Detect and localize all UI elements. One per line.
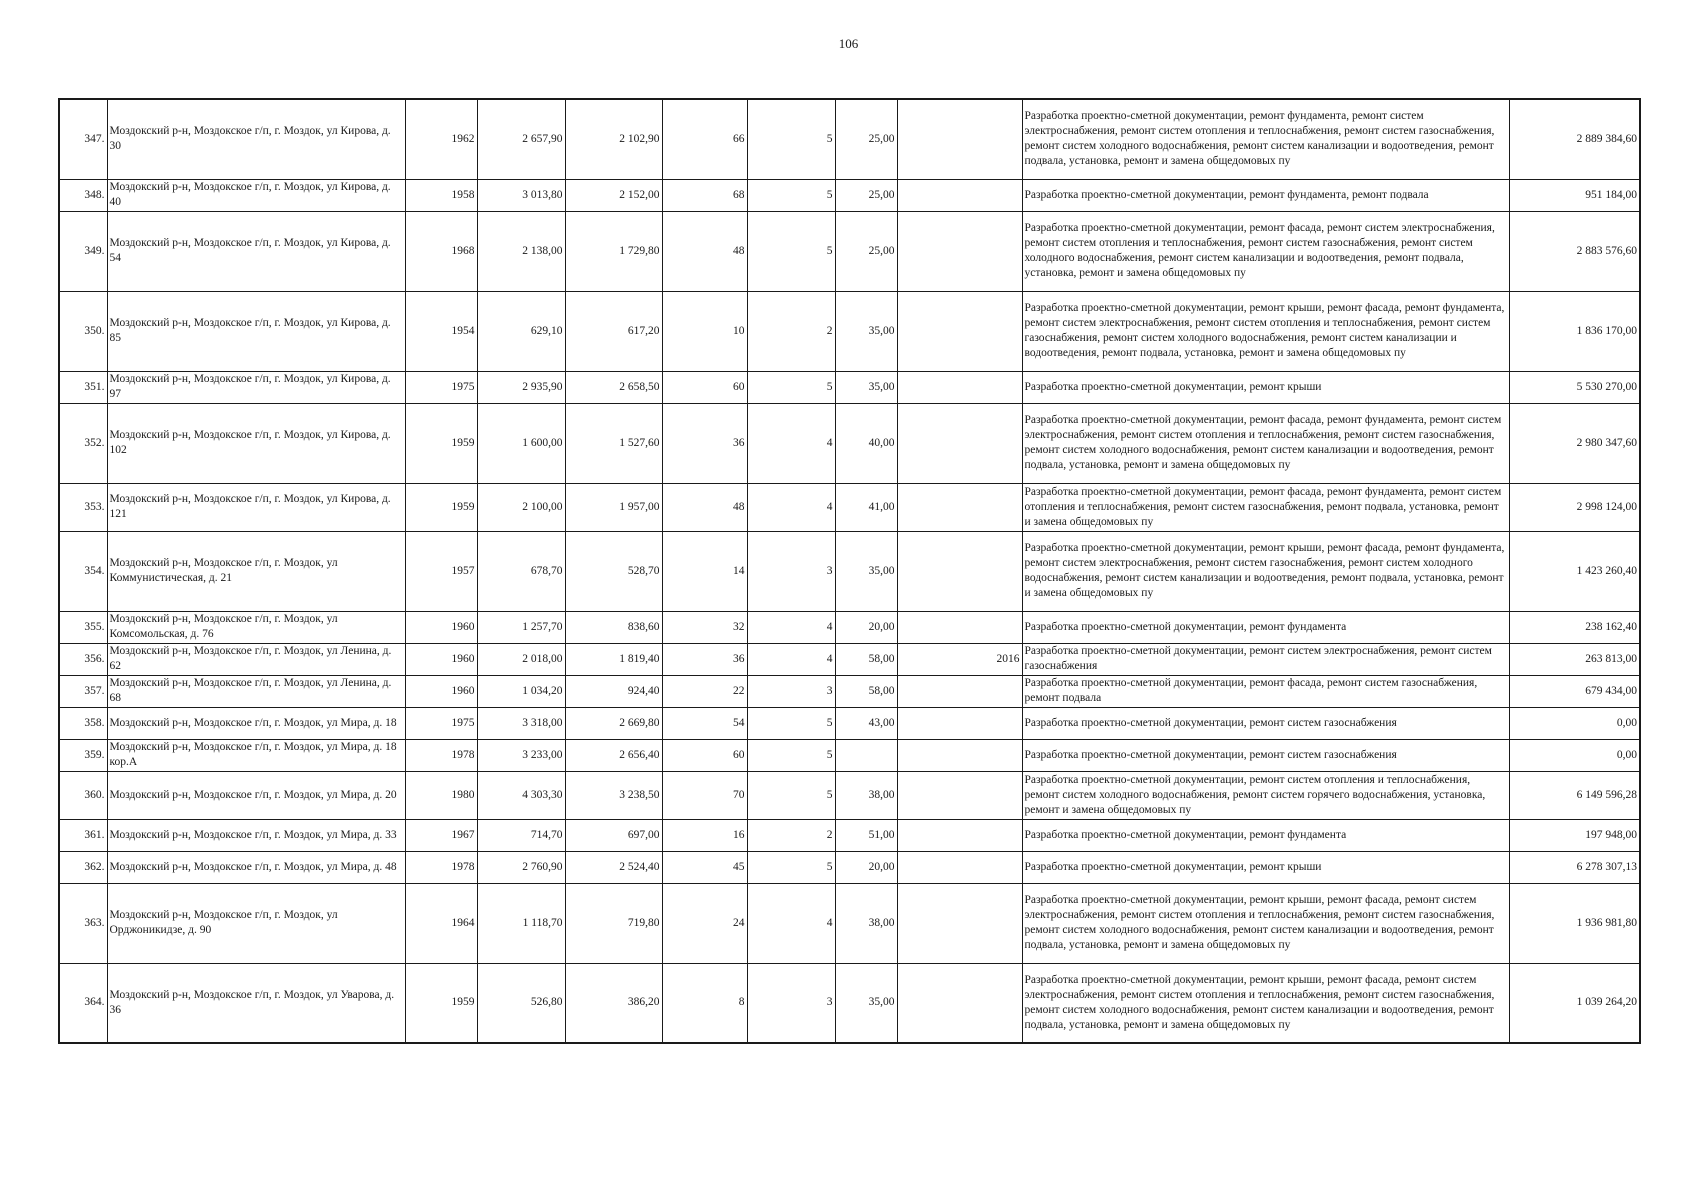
- row-wear: 35,00: [835, 531, 897, 611]
- row-year: 1957: [405, 531, 477, 611]
- row-year: 1959: [405, 963, 477, 1043]
- row-residents: 66: [662, 99, 747, 179]
- row-address: Моздокский р-н, Моздокское г/п, г. Моздок, ул Коммунистическая, д. 21: [107, 531, 405, 611]
- row-area-total: 2 138,00: [477, 211, 565, 291]
- row-cost: 6 149 596,28: [1509, 771, 1640, 819]
- row-cost: 951 184,00: [1509, 179, 1640, 211]
- row-works: Разработка проектно-сметной документации, ремонт крыши: [1022, 851, 1509, 883]
- row-floors: 5: [747, 851, 835, 883]
- row-plan-year: [897, 883, 1022, 963]
- row-cost: 0,00: [1509, 739, 1640, 771]
- row-number: 363.: [59, 883, 107, 963]
- row-cost: 2 889 384,60: [1509, 99, 1640, 179]
- table-row: [59, 211, 1640, 291]
- row-area-living: 528,70: [565, 531, 662, 611]
- row-residents: 48: [662, 211, 747, 291]
- row-area-living: 2 669,80: [565, 707, 662, 739]
- row-wear: 41,00: [835, 483, 897, 531]
- row-residents: 54: [662, 707, 747, 739]
- row-works: Разработка проектно-сметной документации, ремонт фундамента, ремонт подвала: [1022, 179, 1509, 211]
- row-number: 357.: [59, 675, 107, 707]
- row-area-living: 617,20: [565, 291, 662, 371]
- row-cost: 2 998 124,00: [1509, 483, 1640, 531]
- row-wear: 25,00: [835, 99, 897, 179]
- row-wear: [835, 739, 897, 771]
- row-cost: 5 530 270,00: [1509, 371, 1640, 403]
- row-residents: 24: [662, 883, 747, 963]
- table-row: [59, 371, 1640, 403]
- row-number: 362.: [59, 851, 107, 883]
- row-address: Моздокский р-н, Моздокское г/п, г. Моздок, ул Кирова, д. 40: [107, 179, 405, 211]
- row-plan-year: [897, 819, 1022, 851]
- row-area-total: 3 318,00: [477, 707, 565, 739]
- row-floors: 3: [747, 531, 835, 611]
- row-address: Моздокский р-н, Моздокское г/п, г. Моздок, ул Мира, д. 18 кор.А: [107, 739, 405, 771]
- row-floors: 5: [747, 99, 835, 179]
- row-works: Разработка проектно-сметной документации, ремонт систем отопления и теплоснабжения, ремонт систем холодного водоснабжения, ремонт систем горячего водоснабжения, установка, ремонт и замена общедомовых пу: [1022, 771, 1509, 819]
- row-cost: 1 836 170,00: [1509, 291, 1640, 371]
- table-row: [59, 739, 1640, 771]
- row-cost: 1 039 264,20: [1509, 963, 1640, 1043]
- row-address: Моздокский р-н, Моздокское г/п, г. Моздок, ул Уварова, д. 36: [107, 963, 405, 1043]
- row-residents: 68: [662, 179, 747, 211]
- row-address: Моздокский р-н, Моздокское г/п, г. Моздок, ул Ленина, д. 62: [107, 643, 405, 675]
- row-plan-year: [897, 963, 1022, 1043]
- table-row: [59, 531, 1640, 611]
- row-works: Разработка проектно-сметной документации, ремонт систем электроснабжения, ремонт систем газоснабжения: [1022, 643, 1509, 675]
- row-plan-year: [897, 403, 1022, 483]
- row-area-total: 2 760,90: [477, 851, 565, 883]
- row-number: 364.: [59, 963, 107, 1043]
- table-row: [59, 819, 1640, 851]
- row-cost: 0,00: [1509, 707, 1640, 739]
- row-residents: 8: [662, 963, 747, 1043]
- row-area-total: 1 034,20: [477, 675, 565, 707]
- row-plan-year: [897, 371, 1022, 403]
- row-floors: 5: [747, 771, 835, 819]
- row-area-total: 629,10: [477, 291, 565, 371]
- table-row: [59, 771, 1640, 819]
- table-row: [59, 851, 1640, 883]
- row-works: Разработка проектно-сметной документации, ремонт крыши, ремонт фасада, ремонт систем электроснабжения, ремонт систем отопления и теплоснабжения, ремонт систем газоснабжения, ремонт систем холодного водоснабжения, ремонт систем канализации и водоотведения, ремонт подвала, установка, ремонт и замена общедомовых пу: [1022, 963, 1509, 1043]
- row-residents: 16: [662, 819, 747, 851]
- row-wear: 20,00: [835, 851, 897, 883]
- housing-repair-table: [58, 98, 1641, 1044]
- row-year: 1975: [405, 707, 477, 739]
- row-residents: 32: [662, 611, 747, 643]
- row-area-total: 4 303,30: [477, 771, 565, 819]
- table-row: [59, 179, 1640, 211]
- row-area-total: 2 018,00: [477, 643, 565, 675]
- row-wear: 58,00: [835, 675, 897, 707]
- row-wear: 35,00: [835, 963, 897, 1043]
- row-area-total: 2 100,00: [477, 483, 565, 531]
- row-area-living: 1 819,40: [565, 643, 662, 675]
- row-works: Разработка проектно-сметной документации, ремонт крыши, ремонт фасада, ремонт систем электроснабжения, ремонт систем отопления и теплоснабжения, ремонт систем газоснабжения, ремонт систем холодного водоснабжения, ремонт систем канализации и водоотведения, ремонт подвала, установка, ремонт и замена общедомовых пу: [1022, 883, 1509, 963]
- table-row: [59, 675, 1640, 707]
- row-area-total: 3 233,00: [477, 739, 565, 771]
- row-number: 351.: [59, 371, 107, 403]
- row-works: Разработка проектно-сметной документации, ремонт фасада, ремонт фундамента, ремонт систем электроснабжения, ремонт систем отопления и теплоснабжения, ремонт систем газоснабжения, ремонт систем холодного водоснабжения, ремонт систем канализации и водоотведения, ремонт подвала, установка, ремонт и замена общедомовых пу: [1022, 403, 1509, 483]
- row-year: 1958: [405, 179, 477, 211]
- row-number: 360.: [59, 771, 107, 819]
- row-residents: 45: [662, 851, 747, 883]
- row-floors: 2: [747, 819, 835, 851]
- row-year: 1980: [405, 771, 477, 819]
- row-year: 1959: [405, 483, 477, 531]
- row-address: Моздокский р-н, Моздокское г/п, г. Моздок, ул Кирова, д. 121: [107, 483, 405, 531]
- row-residents: 48: [662, 483, 747, 531]
- row-floors: 3: [747, 675, 835, 707]
- row-year: 1968: [405, 211, 477, 291]
- row-wear: 51,00: [835, 819, 897, 851]
- row-cost: 2 980 347,60: [1509, 403, 1640, 483]
- row-cost: 6 278 307,13: [1509, 851, 1640, 883]
- row-works: Разработка проектно-сметной документации, ремонт систем газоснабжения: [1022, 707, 1509, 739]
- row-cost: 1 423 260,40: [1509, 531, 1640, 611]
- row-works: Разработка проектно-сметной документации, ремонт фасада, ремонт систем газоснабжения, ремонт подвала: [1022, 675, 1509, 707]
- row-floors: 5: [747, 211, 835, 291]
- row-cost: 2 883 576,60: [1509, 211, 1640, 291]
- page-number: 106: [838, 36, 859, 51]
- row-residents: 60: [662, 739, 747, 771]
- row-area-living: 386,20: [565, 963, 662, 1043]
- row-plan-year: [897, 211, 1022, 291]
- row-floors: 3: [747, 963, 835, 1043]
- row-floors: 5: [747, 371, 835, 403]
- row-address: Моздокский р-н, Моздокское г/п, г. Моздок, ул Мира, д. 20: [107, 771, 405, 819]
- row-address: Моздокский р-н, Моздокское г/п, г. Моздок, ул Ленина, д. 68: [107, 675, 405, 707]
- row-wear: 35,00: [835, 291, 897, 371]
- row-address: Моздокский р-н, Моздокское г/п, г. Моздок, ул Кирова, д. 54: [107, 211, 405, 291]
- row-address: Моздокский р-н, Моздокское г/п, г. Моздок, ул Кирова, д. 102: [107, 403, 405, 483]
- row-address: Моздокский р-н, Моздокское г/п, г. Моздок, ул Орджоникидзе, д. 90: [107, 883, 405, 963]
- table-row: [59, 707, 1640, 739]
- row-plan-year: [897, 771, 1022, 819]
- row-plan-year: [897, 611, 1022, 643]
- row-area-living: 2 152,00: [565, 179, 662, 211]
- row-works: Разработка проектно-сметной документации, ремонт крыши: [1022, 371, 1509, 403]
- row-plan-year: [897, 99, 1022, 179]
- row-wear: 38,00: [835, 883, 897, 963]
- row-year: 1960: [405, 611, 477, 643]
- row-year: 1967: [405, 819, 477, 851]
- row-plan-year: 2016: [897, 643, 1022, 675]
- row-area-living: 838,60: [565, 611, 662, 643]
- table-row: [59, 611, 1640, 643]
- row-area-total: 1 118,70: [477, 883, 565, 963]
- row-residents: 10: [662, 291, 747, 371]
- row-number: 359.: [59, 739, 107, 771]
- row-year: 1978: [405, 851, 477, 883]
- row-number: 350.: [59, 291, 107, 371]
- row-area-living: 2 658,50: [565, 371, 662, 403]
- row-year: 1954: [405, 291, 477, 371]
- row-address: Моздокский р-н, Моздокское г/п, г. Моздок, ул Мира, д. 18: [107, 707, 405, 739]
- row-address: Моздокский р-н, Моздокское г/п, г. Моздок, ул Комсомольская, д. 76: [107, 611, 405, 643]
- row-area-total: 2 657,90: [477, 99, 565, 179]
- row-floors: 4: [747, 483, 835, 531]
- row-plan-year: [897, 707, 1022, 739]
- row-floors: 5: [747, 707, 835, 739]
- row-plan-year: [897, 531, 1022, 611]
- row-floors: 4: [747, 403, 835, 483]
- row-works: Разработка проектно-сметной документации, ремонт систем газоснабжения: [1022, 739, 1509, 771]
- row-floors: 4: [747, 643, 835, 675]
- row-cost: 1 936 981,80: [1509, 883, 1640, 963]
- row-area-living: 719,80: [565, 883, 662, 963]
- row-wear: 25,00: [835, 179, 897, 211]
- table-row: [59, 291, 1640, 371]
- row-residents: 70: [662, 771, 747, 819]
- row-year: 1960: [405, 643, 477, 675]
- row-number: 355.: [59, 611, 107, 643]
- row-year: 1960: [405, 675, 477, 707]
- row-plan-year: [897, 483, 1022, 531]
- row-wear: 38,00: [835, 771, 897, 819]
- row-area-living: 697,00: [565, 819, 662, 851]
- row-area-total: 526,80: [477, 963, 565, 1043]
- row-works: Разработка проектно-сметной документации, ремонт фасада, ремонт фундамента, ремонт систем отопления и теплоснабжения, ремонт систем газоснабжения, ремонт подвала, установка, ремонт и замена общедомовых пу: [1022, 483, 1509, 531]
- row-area-living: 2 524,40: [565, 851, 662, 883]
- row-number: 352.: [59, 403, 107, 483]
- row-residents: 36: [662, 403, 747, 483]
- row-works: Разработка проектно-сметной документации, ремонт крыши, ремонт фасада, ремонт фундамента, ремонт систем электроснабжения, ремонт систем газоснабжения, ремонт систем холодного водоснабжения, ремонт систем канализации и водоотведения, ремонт подвала, установка, ремонт и замена общедомовых пу: [1022, 531, 1509, 611]
- row-residents: 22: [662, 675, 747, 707]
- row-number: 354.: [59, 531, 107, 611]
- row-number: 361.: [59, 819, 107, 851]
- row-plan-year: [897, 851, 1022, 883]
- table-row: [59, 483, 1640, 531]
- row-year: 1962: [405, 99, 477, 179]
- table-row: [59, 883, 1640, 963]
- row-cost: 238 162,40: [1509, 611, 1640, 643]
- row-wear: 58,00: [835, 643, 897, 675]
- table-row: [59, 963, 1640, 1043]
- row-residents: 36: [662, 643, 747, 675]
- row-address: Моздокский р-н, Моздокское г/п, г. Моздок, ул Кирова, д. 85: [107, 291, 405, 371]
- row-works: Разработка проектно-сметной документации, ремонт фасада, ремонт систем электроснабжения, ремонт систем отопления и теплоснабжения, ремонт систем газоснабжения, ремонт систем холодного водоснабжения, ремонт систем канализации и водоотведения, ремонт подвала, установка, ремонт и замена общедомовых пу: [1022, 211, 1509, 291]
- row-plan-year: [897, 739, 1022, 771]
- row-wear: 25,00: [835, 211, 897, 291]
- row-number: 356.: [59, 643, 107, 675]
- row-area-total: 1 600,00: [477, 403, 565, 483]
- row-year: 1978: [405, 739, 477, 771]
- row-wear: 40,00: [835, 403, 897, 483]
- row-number: 349.: [59, 211, 107, 291]
- table-row: [59, 403, 1640, 483]
- row-number: 347.: [59, 99, 107, 179]
- row-area-living: 2 102,90: [565, 99, 662, 179]
- row-floors: 5: [747, 179, 835, 211]
- row-address: Моздокский р-н, Моздокское г/п, г. Моздок, ул Кирова, д. 97: [107, 371, 405, 403]
- row-year: 1975: [405, 371, 477, 403]
- table-row: [59, 99, 1640, 179]
- row-area-living: 2 656,40: [565, 739, 662, 771]
- row-area-living: 3 238,50: [565, 771, 662, 819]
- row-year: 1964: [405, 883, 477, 963]
- row-number: 348.: [59, 179, 107, 211]
- row-year: 1959: [405, 403, 477, 483]
- row-floors: 4: [747, 883, 835, 963]
- row-area-total: 678,70: [477, 531, 565, 611]
- row-area-total: 1 257,70: [477, 611, 565, 643]
- row-cost: 679 434,00: [1509, 675, 1640, 707]
- row-area-total: 2 935,90: [477, 371, 565, 403]
- row-plan-year: [897, 291, 1022, 371]
- row-works: Разработка проектно-сметной документации, ремонт фундамента: [1022, 611, 1509, 643]
- row-area-living: 1 729,80: [565, 211, 662, 291]
- row-number: 358.: [59, 707, 107, 739]
- row-wear: 20,00: [835, 611, 897, 643]
- row-wear: 35,00: [835, 371, 897, 403]
- row-cost: 197 948,00: [1509, 819, 1640, 851]
- row-residents: 60: [662, 371, 747, 403]
- row-area-total: 714,70: [477, 819, 565, 851]
- table-row: [59, 643, 1640, 675]
- row-residents: 14: [662, 531, 747, 611]
- row-wear: 43,00: [835, 707, 897, 739]
- row-works: Разработка проектно-сметной документации, ремонт фундамента: [1022, 819, 1509, 851]
- row-area-total: 3 013,80: [477, 179, 565, 211]
- row-works: Разработка проектно-сметной документации, ремонт фундамента, ремонт систем электроснабжения, ремонт систем отопления и теплоснабжения, ремонт систем газоснабжения, ремонт систем холодного водоснабжения, ремонт систем канализации и водоотведения, ремонт подвала, установка, ремонт и замена общедомовых пу: [1022, 99, 1509, 179]
- row-plan-year: [897, 675, 1022, 707]
- row-floors: 4: [747, 611, 835, 643]
- row-number: 353.: [59, 483, 107, 531]
- row-area-living: 924,40: [565, 675, 662, 707]
- row-floors: 2: [747, 291, 835, 371]
- row-cost: 263 813,00: [1509, 643, 1640, 675]
- row-area-living: 1 527,60: [565, 403, 662, 483]
- row-floors: 5: [747, 739, 835, 771]
- row-address: Моздокский р-н, Моздокское г/п, г. Моздок, ул Мира, д. 33: [107, 819, 405, 851]
- row-area-living: 1 957,00: [565, 483, 662, 531]
- row-works: Разработка проектно-сметной документации, ремонт крыши, ремонт фасада, ремонт фундамента, ремонт систем электроснабжения, ремонт систем отопления и теплоснабжения, ремонт систем газоснабжения, ремонт систем холодного водоснабжения, ремонт систем канализации и водоотведения, ремонт подвала, установка, ремонт и замена общедомовых пу: [1022, 291, 1509, 371]
- row-address: Моздокский р-н, Моздокское г/п, г. Моздок, ул Мира, д. 48: [107, 851, 405, 883]
- row-address: Моздокский р-н, Моздокское г/п, г. Моздок, ул Кирова, д. 30: [107, 99, 405, 179]
- row-plan-year: [897, 179, 1022, 211]
